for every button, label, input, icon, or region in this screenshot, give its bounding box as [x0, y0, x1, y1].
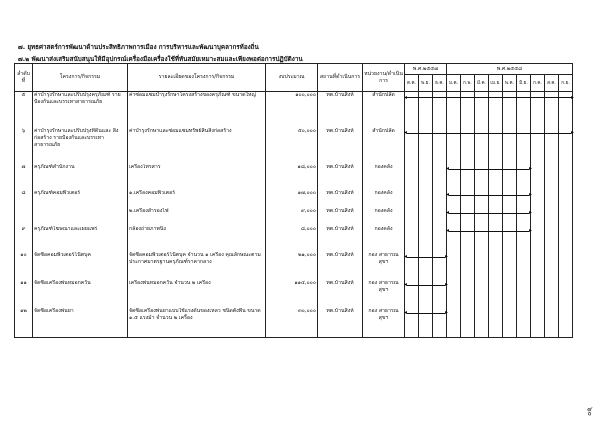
month-cell: [447, 208, 461, 226]
month-header: มี.ค.: [475, 75, 489, 92]
month-cell: [461, 226, 475, 252]
month-cell: [447, 164, 461, 190]
table-row: [15, 164, 573, 190]
month-header: ธ.ค.: [433, 75, 447, 92]
row-agency: กองคลัง: [363, 190, 405, 208]
row-number: ๖: [15, 128, 33, 164]
row-place: ทต.บ้านสิงห์: [318, 128, 363, 164]
row-detail: จัดซื้อคอมพิวเตอร์โน๊ตบุค จำนวน ๑ เครื่อง คุณลักษณะตามประกาศมาตรฐานครุภัณฑ์ราคากลาง: [128, 252, 266, 280]
month-cell: [405, 164, 419, 190]
row-number: ๘: [15, 190, 33, 208]
month-cell: [489, 190, 503, 208]
month-cell: [545, 280, 559, 308]
table-row: [15, 92, 573, 128]
timeline-bar: [407, 133, 571, 134]
month-cell: [433, 164, 447, 190]
month-cell: [461, 164, 475, 190]
row-budget: ๙,๐๐๐: [266, 208, 318, 226]
col-budget: งบประมาณ: [266, 64, 318, 92]
timeline-bar: [449, 213, 529, 214]
project-table: [14, 63, 573, 338]
month-cell: [433, 208, 447, 226]
row-place: ทต.บ้านสิงห์: [318, 226, 363, 252]
col-year2: พ.ศ.๒๕๕๘: [447, 64, 573, 75]
row-project: ครุภัณฑ์สำนักงาน: [33, 164, 128, 190]
month-cell: [531, 208, 545, 226]
month-cell: [489, 252, 503, 280]
row-budget: ๓๐,๐๐๐: [266, 308, 318, 338]
month-cell: [545, 226, 559, 252]
timeline-bar: [449, 195, 529, 196]
month-cell: [503, 208, 517, 226]
month-cell: [517, 280, 531, 308]
month-cell: [405, 226, 419, 252]
month-cell: [405, 252, 419, 280]
month-cell: [419, 164, 433, 190]
month-cell: [461, 308, 475, 338]
month-cell: [517, 252, 531, 280]
month-cell: [475, 280, 489, 308]
month-cell: [545, 252, 559, 280]
month-cell: [447, 308, 461, 338]
month-cell: [503, 190, 517, 208]
month-cell: [559, 190, 573, 208]
month-cell: [405, 280, 419, 308]
row-number: ๑๒: [15, 308, 33, 338]
row-detail: จัดซื้อเครื่องพ่นยาแบบใช้แรงดันของเหลว ชนิดตั้งพื้น ขนาด ๑.๕ แรงม้า จำนวน ๒ เครื่อง: [128, 308, 266, 338]
month-cell: [405, 92, 419, 128]
month-cell: [503, 164, 517, 190]
row-budget: ๘,๐๐๐: [266, 226, 318, 252]
month-header: ส.ค.: [545, 75, 559, 92]
timeline-bar: [407, 257, 445, 258]
row-number: [15, 208, 33, 226]
month-cell: [531, 190, 545, 208]
row-budget: ๑๑๔,๐๐๐: [266, 280, 318, 308]
month-cell: [489, 308, 503, 338]
month-cell: [545, 208, 559, 226]
month-cell: [419, 226, 433, 252]
row-budget: ๒๑,๐๐๐: [266, 252, 318, 280]
row-agency: สำนักปลัด: [363, 92, 405, 128]
plan-heading: ๗.๒ พัฒนาส่งเสริมสนับสนุนให้มีอุปกรณ์เครื่องมือเครื่องใช้ที่ทันสมัยเหมาะสมและเพียงพอต่อการปฏิบัติงาน: [18, 56, 303, 63]
month-cell: [559, 208, 573, 226]
month-cell: [489, 226, 503, 252]
row-detail: ค่าบำรุงรักษาและซ่อมแซมทรัพย์สินสิ่งก่อสร้าง: [128, 128, 266, 164]
month-cell: [545, 190, 559, 208]
row-project: ค่าบำรุงรักษาและปรับปรุงครุภัณฑ์ รายป้องกันและบรรเทาสาธารณภัย: [33, 92, 128, 128]
row-agency: กอง สาธารณสุขฯ: [363, 308, 405, 338]
row-agency: กองคลัง: [363, 226, 405, 252]
month-header: ก.ค.: [531, 75, 545, 92]
row-project: จัดซื้อคอมพิวเตอร์โน๊ตบุค: [33, 252, 128, 280]
month-cell: [475, 226, 489, 252]
month-cell: [475, 252, 489, 280]
row-budget: ๕๐,๐๐๐: [266, 128, 318, 164]
month-cell: [447, 280, 461, 308]
month-cell: [559, 164, 573, 190]
timeline-bar: [449, 169, 529, 170]
month-cell: [405, 208, 419, 226]
month-cell: [405, 190, 419, 208]
month-cell: [461, 190, 475, 208]
row-agency: กอง สาธารณสุขฯ: [363, 280, 405, 308]
row-detail: กล้องถ่ายภาพนิ่ง: [128, 226, 266, 252]
month-cell: [419, 208, 433, 226]
month-cell: [461, 252, 475, 280]
row-detail: ๑.เครื่องคอมพิวเตอร์: [128, 190, 266, 208]
table-row: [15, 208, 573, 226]
timeline-bar: [449, 231, 529, 232]
row-place: ทต.บ้านสิงห์: [318, 280, 363, 308]
timeline-bar: [407, 313, 445, 314]
month-header: ก.ย.: [559, 75, 573, 92]
month-cell: [517, 308, 531, 338]
month-cell: [531, 164, 545, 190]
row-agency: กองคลัง: [363, 164, 405, 190]
row-project: จัดซื้อเครื่องพ่นยา: [33, 308, 128, 338]
timeline-bar: [407, 97, 571, 98]
row-place: ทต.บ้านสิงห์: [318, 164, 363, 190]
row-project: จัดซื้อเครื่องพ่นหมอกควัน: [33, 280, 128, 308]
month-cell: [489, 280, 503, 308]
table-row: [15, 226, 573, 252]
month-cell: [433, 226, 447, 252]
month-header: พ.ค.: [503, 75, 517, 92]
month-cell: [433, 190, 447, 208]
row-place: ทต.บ้านสิงห์: [318, 190, 363, 208]
month-cell: [475, 208, 489, 226]
month-cell: [559, 280, 573, 308]
month-cell: [559, 308, 573, 338]
row-number: ๕: [15, 92, 33, 128]
row-budget: ๑๗,๐๐๐: [266, 190, 318, 208]
col-agency: หน่วยงาน/ดำเนินการ: [363, 64, 405, 92]
row-project: ค่าบำรุงรักษาและปรับปรุงที่ดินและ สิ่งก่อสร้าง รายป้องกันและบรรเทาสาธารณภัย: [33, 128, 128, 164]
row-number: ๗: [15, 164, 33, 190]
month-header: เม.ย.: [489, 75, 503, 92]
month-header: มิ.ย.: [517, 75, 531, 92]
month-cell: [531, 226, 545, 252]
month-cell: [489, 164, 503, 190]
col-no: ลำดับที่: [15, 64, 33, 92]
month-cell: [461, 280, 475, 308]
table-row: [15, 308, 573, 338]
row-agency: สำนักปลัด: [363, 128, 405, 164]
col-project: โครงการ/กิจกรรม: [33, 64, 128, 92]
col-year1: พ.ศ.๒๕๕๗: [405, 64, 447, 75]
table-row: [15, 190, 573, 208]
row-place: ทต.บ้านสิงห์: [318, 252, 363, 280]
row-number: ๑๑: [15, 280, 33, 308]
col-place: สถานที่ดำเนินการ: [318, 64, 363, 92]
month-cell: [461, 208, 475, 226]
month-header: ม.ค.: [447, 75, 461, 92]
page-number: ๖๐: [586, 407, 595, 416]
month-cell: [503, 252, 517, 280]
month-cell: [503, 280, 517, 308]
row-detail: ๒.เครื่องสำรองไฟ: [128, 208, 266, 226]
month-cell: [475, 190, 489, 208]
month-cell: [503, 226, 517, 252]
row-place: ทต.บ้านสิงห์: [318, 92, 363, 128]
row-budget: ๑๘,๐๐๐: [266, 164, 318, 190]
month-header: พ.ย.: [419, 75, 433, 92]
month-cell: [405, 308, 419, 338]
month-cell: [447, 190, 461, 208]
month-header: ต.ค.: [405, 75, 419, 92]
month-cell: [545, 164, 559, 190]
month-cell: [475, 308, 489, 338]
row-project: ครุภัณฑ์โฆษณาและเผยแพร่: [33, 226, 128, 252]
month-cell: [475, 164, 489, 190]
row-detail: เครื่องโทรสาร: [128, 164, 266, 190]
month-header: ก.พ.: [461, 75, 475, 92]
month-cell: [489, 208, 503, 226]
month-cell: [545, 308, 559, 338]
month-cell: [447, 226, 461, 252]
month-cell: [531, 280, 545, 308]
table-row: [15, 280, 573, 308]
row-place: ทต.บ้านสิงห์: [318, 308, 363, 338]
month-cell: [419, 190, 433, 208]
table-row: [15, 128, 573, 164]
row-project: ครุภัณฑ์คอมพิวเตอร์: [33, 190, 128, 208]
month-cell: [559, 226, 573, 252]
row-place: ทต.บ้านสิงห์: [318, 208, 363, 226]
month-cell: [405, 128, 419, 164]
timeline-bar: [407, 285, 445, 286]
row-agency: กองคลัง: [363, 208, 405, 226]
row-budget: ๑๐๐,๐๐๐: [266, 92, 318, 128]
row-agency: กอง สาธารณสุขฯ: [363, 252, 405, 280]
row-number: ๑๐: [15, 252, 33, 280]
row-detail: เครื่องพ่นหมอกควัน จำนวน ๒ เครื่อง: [128, 280, 266, 308]
row-detail: ค่าซ่อมแซมบำรุงรักษาโครงสร้างของครุภัณฑ์ ขนาดใหญ่: [128, 92, 266, 128]
strategy-heading: ๗. ยุทธศาสตร์การพัฒนาด้านประสิทธิภาพการเมือง การบริหารและพัฒนาบุคลากรท้องถิ่น: [18, 44, 259, 51]
table-row: [15, 252, 573, 280]
month-cell: [559, 252, 573, 280]
row-number: ๙: [15, 226, 33, 252]
month-cell: [503, 308, 517, 338]
row-project: [33, 208, 128, 226]
month-cell: [447, 252, 461, 280]
month-cell: [531, 252, 545, 280]
col-detail: รายละเอียดของโครงการ/กิจกรรม: [128, 64, 266, 92]
month-cell: [531, 308, 545, 338]
